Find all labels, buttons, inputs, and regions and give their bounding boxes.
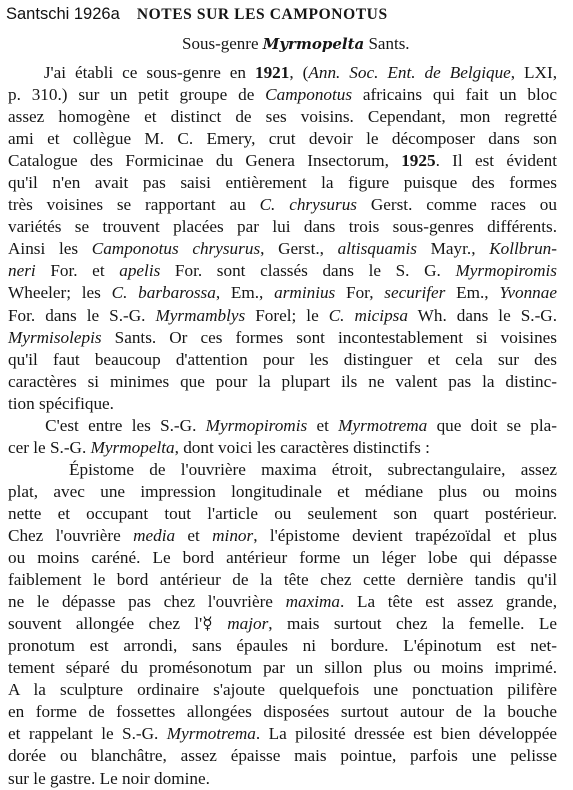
italic-text: minor [212, 525, 254, 545]
italic-text: Ann. Soc. Ent. de Belgique [308, 63, 511, 82]
text-run: caractères si minimes que pour la plupart ils ne valent pas la distinc- [8, 371, 557, 391]
text-run: , Gerst., [260, 239, 338, 259]
italic-text: Myrmotrema [166, 724, 256, 744]
text-line [8, 393, 557, 415]
text-run: , dont voici les caractères distinctifs : [174, 437, 430, 457]
text-run: , l'épistome devient trapézoïdal et plus [253, 525, 558, 545]
paragraph [8, 62, 557, 415]
text-line [8, 150, 557, 172]
text-line [8, 238, 557, 260]
text-run: J'ai établi ce sous-genre en [8, 63, 255, 82]
text-run: Chez l'ouvrière [8, 525, 134, 545]
text-run: , mais surtout chez la femelle. Le [268, 614, 557, 634]
text-line [8, 613, 557, 635]
text-run: africains qui fait un bloc [352, 85, 557, 105]
text-run: . La pilosité dressée est bien développée [255, 724, 557, 744]
text-run: tement séparé du promésonotum par un sillon plus ou moins imprimé. [8, 658, 557, 678]
text-run: dorée ou blanchâtre, assez épaisse mais pointue, parfois une pelisse [8, 746, 557, 766]
text-run: p. 310.) sur un petit groupe de [8, 85, 266, 105]
page-title: NOTES SUR LES CAMPONOTUS [136, 6, 388, 23]
bold-number: 1925 [401, 151, 436, 171]
text-line [8, 349, 557, 371]
subtitle-author: Sants. [368, 34, 410, 53]
text-run: Sants. Or ces formes sont incontestablement si voisines [101, 327, 557, 347]
italic-text: C. micipsa [328, 305, 408, 325]
italic-text: C. chrysurus [259, 195, 357, 215]
text-line [8, 635, 557, 657]
italic-text: C. barbarossa [111, 283, 216, 303]
italic-text: maxima [285, 592, 341, 612]
page-header [6, 4, 567, 30]
italic-text: Myrmopiromis [205, 415, 308, 435]
text-line [8, 371, 557, 393]
text-run: qu'il faut beaucoup d'attention pour les distinguer et cela sur des [8, 349, 557, 369]
text-line [8, 459, 557, 481]
italic-text: Myrmotrema [338, 415, 428, 435]
text-run: . La tête est assez grande, [340, 592, 557, 612]
text-line [8, 106, 557, 128]
text-line [8, 305, 557, 327]
text-run: Wh. dans le S.-G. [407, 305, 558, 325]
text-run: tion spécifique. [8, 393, 114, 413]
text-run: et [307, 415, 339, 435]
text-run: Wheeler; les [8, 283, 112, 303]
italic-text: Myrmopiromis [455, 261, 557, 281]
italic-text: neri [8, 261, 36, 281]
italic-text: Yvonnae [499, 283, 557, 303]
text-line [8, 62, 557, 84]
italic-text: apelis [119, 261, 161, 281]
text-line [8, 216, 557, 238]
text-line [8, 282, 557, 304]
text-run: ami et collègue M. C. Emery, crut devoir le décomposer dans son [8, 129, 557, 149]
text-line [8, 84, 557, 106]
text-line [8, 415, 557, 437]
subgenus-name: Myrmopelta [262, 35, 365, 53]
text-line [8, 503, 557, 525]
text-run: Forel; le [245, 305, 329, 325]
text-run: For, [335, 283, 385, 303]
paragraph [8, 415, 557, 459]
italic-text: Camponotus chrysurus [91, 239, 261, 259]
text-run: , LXI, [510, 63, 557, 82]
text-run: qu'il n'en avait pas saisi entièrement la figure puisque des formes [8, 173, 557, 193]
italic-text: Myrmopelta [90, 437, 175, 457]
text-run: cer le S.-G. [8, 437, 91, 457]
text-run: nette et occupant tout l'article ou seulement son quart postérieur. [8, 503, 557, 523]
text-line [8, 327, 557, 349]
text-run: ne le dépasse pas chez l'ouvrière [8, 592, 286, 612]
italic-text: major [227, 614, 269, 634]
text-run: sur le gastre. Le noir domine. [8, 768, 210, 788]
text-run: Gerst. comme races ou [356, 195, 557, 215]
text-run: For. et [35, 261, 120, 281]
text-run: variétés se trouvent placées par lui dans trois sous-genres différents. [8, 217, 557, 237]
bold-number: 1921 [254, 63, 290, 82]
text-run: For. sont classés dans le S. G. [160, 261, 456, 281]
text-line [8, 547, 557, 569]
text-line [8, 768, 557, 790]
italic-text: securifer [384, 283, 446, 303]
text-run: Ainsi les [8, 239, 92, 259]
text-line [8, 260, 557, 282]
text-run: C'est entre les S.-G. [8, 415, 206, 435]
paragraph [8, 459, 557, 790]
text-line [8, 525, 557, 547]
text-run: A la sculpture ordinaire s'ajoute quelquefois une ponctuation pilifère [8, 680, 557, 700]
body-text [8, 62, 557, 790]
text-run: For. dans le S.-G. [8, 305, 156, 325]
text-line [8, 723, 557, 745]
text-run: plat, avec une impression longitudinale et médiane plus ou moins [8, 481, 557, 501]
section-subtitle [182, 34, 410, 54]
text-run: . Il est évident [435, 151, 557, 171]
text-line [8, 437, 557, 459]
italic-text: Myrmisolepis [8, 327, 102, 347]
text-run: assez homogène et distinct de ses voisins. Cependant, mon regretté [8, 107, 557, 127]
citation-label: Santschi 1926a [6, 5, 120, 23]
text-run: Em., [445, 283, 500, 303]
italic-text: media [133, 525, 176, 545]
text-run: , ( [289, 63, 309, 82]
italic-text: Camponotus [265, 85, 353, 105]
text-run: Mayr., [416, 239, 490, 259]
text-run: faiblement le bord antérieur de la tête chez cette dernière tandis qu'il [8, 570, 557, 590]
text-run: souvent allongée chez l'☿ [8, 614, 228, 634]
italic-text: arminius [274, 283, 336, 303]
text-run: et [175, 525, 213, 545]
text-line [8, 194, 557, 216]
text-run: très voisines se rapportant au [8, 195, 260, 215]
text-line [8, 481, 557, 503]
italic-text: Kollbrun- [489, 239, 558, 259]
text-line [8, 657, 557, 679]
text-run: , Em., [215, 283, 275, 303]
text-line [8, 569, 557, 591]
text-line [8, 591, 557, 613]
text-line [8, 745, 557, 767]
text-run: que doit se pla- [427, 415, 558, 435]
italic-text: altisquamis [337, 239, 417, 259]
text-run: Catalogue des Formicinae du Genera Insectorum, [8, 151, 402, 171]
text-line [8, 128, 557, 150]
subtitle-prefix: Sous-genre [182, 34, 259, 53]
text-run: pronotum est arrondi, sans épaules ni bordure. L'épinotum est net- [8, 636, 557, 656]
text-run: et rappelant le S.-G. [8, 724, 167, 744]
text-run: ou moins caréné. Le bord antérieur forme un léger lobe qui dépasse [8, 548, 557, 568]
text-line [8, 701, 557, 723]
text-run: en forme de fossettes allongées disposées surtout autour de la bouche [8, 702, 557, 722]
italic-text: Myrmamblys [155, 305, 246, 325]
text-line [8, 679, 557, 701]
text-run: Épistome de l'ouvrière maxima étroit, subrectangulaire, assez [8, 459, 557, 479]
text-line [8, 172, 557, 194]
